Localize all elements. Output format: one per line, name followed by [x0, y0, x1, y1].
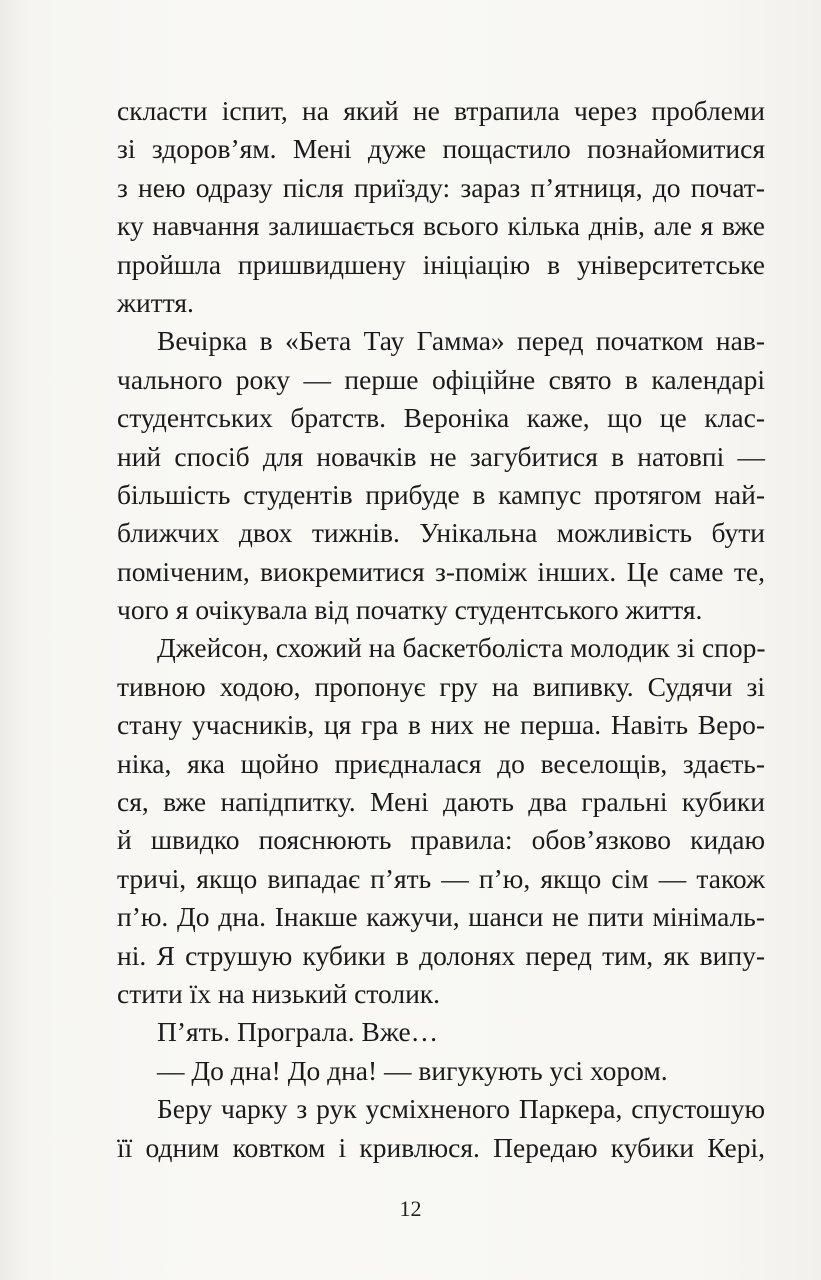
text-line: чального року — перше офіційне свято в календарі	[117, 363, 765, 395]
text-line: ку навчання залишається всього кілька днів, але я вже	[117, 210, 765, 242]
text-line: ний спосіб для новачків не загубитися в натовпі —	[117, 440, 765, 472]
text-line: стану учасників, ця гра в них не перша. Навіть Веро-	[117, 709, 765, 741]
text-line: п’ю. До дна. Інакше кажучи, шанси не пити мінімаль-	[117, 901, 765, 933]
text-line: пройшла пришвидшену ініціацію в університетське	[117, 248, 765, 280]
text-line: з нею одразу після приїзду: зараз п’ятниця, до почат-	[117, 171, 765, 203]
text-line: більшість студентів прибуде в кампус протягом най-	[117, 478, 765, 510]
text-line: скласти іспит, на який не втрапила через проблеми	[117, 95, 765, 126]
paragraph-start-line: П’ять. Програла. Вже…	[157, 1016, 439, 1048]
text-line: ближчих двох тижнів. Унікальна можливість бути	[117, 517, 765, 549]
text-line: тричі, якщо випадає п’ять — п’ю, якщо сім — також	[117, 862, 765, 894]
text-line: поміченим, виокремитися з-поміж інших. Це саме те,	[117, 555, 765, 587]
dialogue-line: — До дна! До дна! — вигукують усі хором.	[157, 1054, 668, 1086]
text-line: тивною ходою, пропонує гру на випивку. Судячи зі	[117, 670, 765, 702]
text-line: чого я очікувала від початку студентського життя.	[117, 594, 703, 626]
body-text	[117, 92, 765, 1167]
page-number: 12	[399, 1196, 422, 1221]
paragraph-start-line: Джейсон, схожий на баскетболіста молодик зі спор-	[157, 632, 766, 664]
text-line: зі здоров’ям. Мені дуже пощастило познайомитися	[117, 133, 765, 165]
text-line: її одним ковтком і кривлюся. Передаю кубики Кері,	[117, 1131, 765, 1163]
text-line: життя.	[117, 286, 194, 318]
text-line: стити їх на низький столик.	[117, 977, 441, 1009]
text-line: ні. Я струшую кубики в долонях перед тим, як випу-	[117, 939, 765, 971]
text-line: ся, вже напідпитку. Мені дають два гральні кубики	[117, 786, 765, 818]
text-line: й швидко пояснюють правила: обов’язково кидаю	[117, 824, 765, 856]
paragraph-start-line: Беру чарку з рук усміхненого Паркера, спустошую	[157, 1093, 765, 1125]
text-line: ніка, яка щойно приєдналася до веселощів, здаєть-	[117, 747, 765, 779]
text-line: студентських братств. Вероніка каже, що це клас-	[117, 402, 765, 434]
paragraph-start-line: Вечірка в «Бета Тау Гамма» перед початком нав-	[157, 325, 765, 357]
